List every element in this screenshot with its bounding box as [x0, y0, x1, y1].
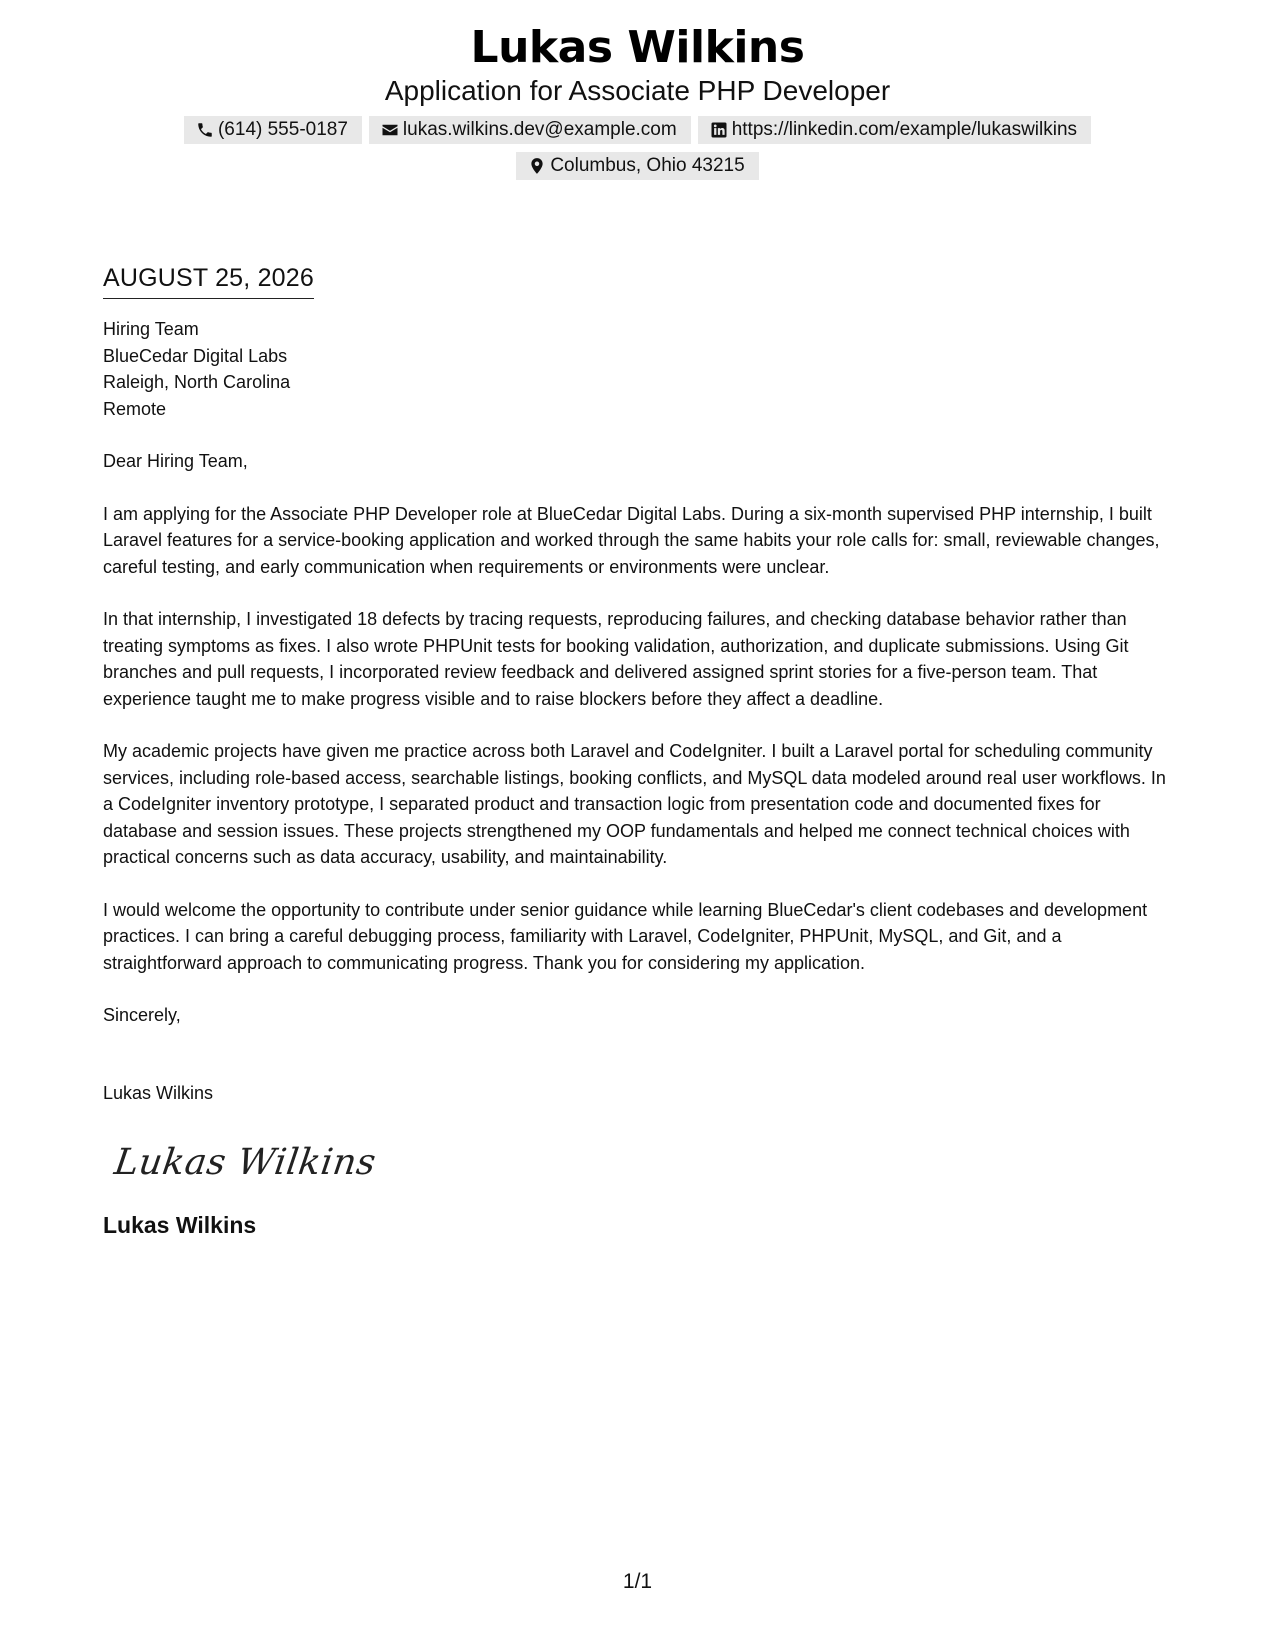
recipient-block: [103, 316, 1178, 422]
location-chip: [516, 152, 758, 180]
phone-text: (614) 555-0187: [217, 119, 348, 140]
linkedin-chip[interactable]: [698, 116, 1091, 144]
svg-text:Lukas Wilkins: Lukas Wilkins: [111, 1140, 379, 1183]
letter-date: AUGUST 25, 2026: [103, 262, 314, 299]
recipient-line: Remote: [103, 398, 167, 419]
contact-bar: [168, 116, 1108, 180]
phone-chip: [184, 116, 362, 144]
recipient-line: BlueCedar Digital Labs: [103, 345, 288, 366]
recipient-line: Hiring Team: [103, 319, 199, 339]
page-number: 1/1: [622, 1570, 653, 1593]
body-paragraph: My academic projects have given me practice across both Laravel and CodeIgniter. I built a Laravel portal for scheduling community services, including role-based access, searchable listings, booking conflicts, and MySQL data modeled around real user workflows. In a CodeIgniter inventory prototype, I separated product and transaction logic from presentation code and documented fixes for database and session issues. These projects strengthened my OOP fundamentals and helped me connect technical choices with practical concerns such as data accuracy, usability, and maintainability.: [103, 741, 1166, 867]
body-paragraph: In that internship, I investigated 18 defects by tracing requests, reproducing failures, and checking database behavior rather than treating symptoms as fixes. I also wrote PHPUnit tests for booking validation, authorization, and duplicate submissions. Using Git branches and pull requests, I incorporated review feedback and delivered assigned sprint stories for a five-person team. That experience taught me to make progress visible and to raise blockers before they affect a deadline.: [103, 609, 1129, 709]
linkedin-text: https://linkedin.com/example/lukaswilkins: [731, 119, 1078, 140]
body-paragraph: I would welcome the opportunity to contribute under senior guidance while learning BlueCedar's client codebases and development practices. I can bring a careful debugging process, familiarity with Laravel, CodeIgniter, PHPUnit, MySQL, and Git, and a straightforward approach to communicating progress. Thank you for considering my application.: [103, 899, 1148, 973]
linkedin-icon: [710, 121, 728, 139]
location-text: Columbus, Ohio 43215: [550, 155, 745, 176]
email-chip[interactable]: [369, 116, 691, 144]
applicant-name: Lukas Wilkins: [470, 22, 805, 73]
map-marker-icon: [528, 157, 546, 175]
body-paragraph: I am applying for the Associate PHP Developer role at BlueCedar Digital Labs. During a six-month supervised PHP internship, I built Laravel features for a service-booking application and worked through the same habits your role calls for: small, reviewable changes, careful testing, and early communication when requirements or environments were unclear.: [103, 503, 1160, 577]
salutation: Dear Hiring Team,: [103, 451, 248, 471]
envelope-icon: [381, 121, 399, 139]
application-subtitle: Application for Associate PHP Developer: [384, 75, 891, 106]
letter-header: [0, 22, 1275, 180]
signer-name: Lukas Wilkins: [103, 1212, 257, 1238]
recipient-line: Raleigh, North Carolina: [103, 372, 291, 392]
handwritten-signature: [111, 1132, 379, 1192]
phone-icon: [196, 121, 214, 139]
email-text: lukas.wilkins.dev@example.com: [402, 119, 677, 140]
closing: Sincerely,: [103, 1005, 181, 1025]
letter-body: [103, 262, 1178, 1240]
typed-name: Lukas Wilkins: [103, 1082, 214, 1103]
